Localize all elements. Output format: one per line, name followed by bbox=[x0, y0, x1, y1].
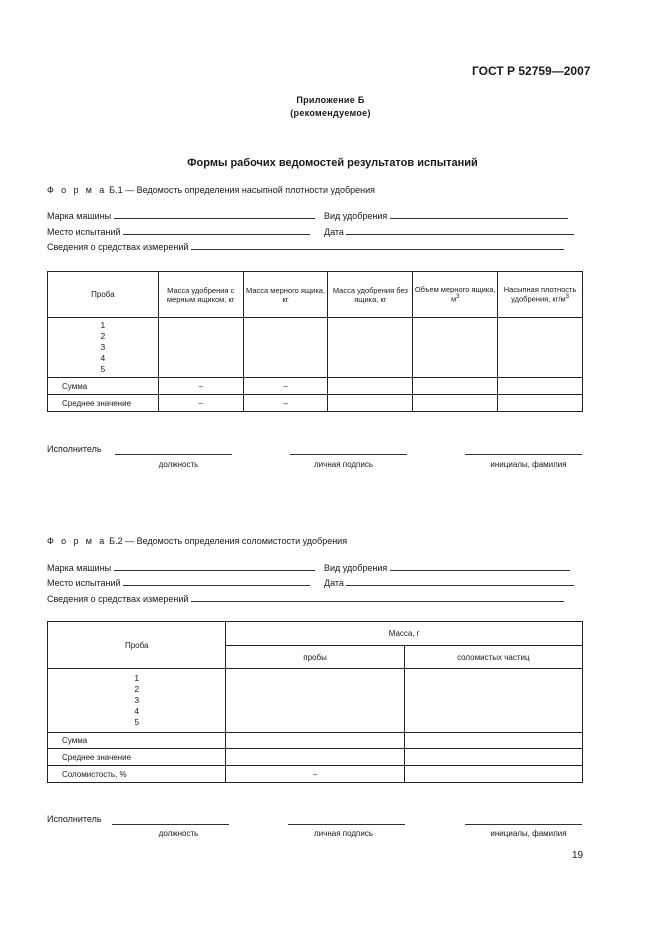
table-cell[interactable] bbox=[404, 766, 582, 783]
name-caption: инициалы, фамилия bbox=[490, 829, 567, 838]
row-number: 4 bbox=[134, 706, 140, 716]
form2-machine-field[interactable] bbox=[47, 561, 315, 573]
avg-label: Среднее значение bbox=[48, 749, 226, 766]
row-number: 4 bbox=[100, 353, 106, 363]
table-cell[interactable] bbox=[243, 318, 328, 378]
dash-cell: – bbox=[243, 395, 328, 412]
form2-instruments-field[interactable] bbox=[47, 592, 564, 604]
place-blank[interactable] bbox=[123, 225, 310, 235]
position-caption: должность bbox=[158, 829, 199, 838]
sum-label: Сумма bbox=[48, 378, 159, 395]
field-label: Место испытаний bbox=[47, 227, 121, 237]
row-number: 1 bbox=[100, 320, 106, 330]
dash-cell: – bbox=[243, 378, 328, 395]
form1-table bbox=[47, 271, 583, 412]
row-number: 2 bbox=[100, 331, 106, 341]
form1-fertilizer-field[interactable] bbox=[324, 209, 568, 221]
avg-label: Среднее значение bbox=[48, 395, 159, 412]
position-line[interactable] bbox=[115, 453, 232, 455]
form2-label: Ф о р м а bbox=[47, 536, 107, 546]
table-cell[interactable] bbox=[498, 395, 583, 412]
row-number: 3 bbox=[100, 342, 106, 352]
form1-label-rest: Б.1 — Ведомость определения насыпной плотности удобрения bbox=[109, 185, 376, 195]
header-sample: Проба bbox=[48, 272, 159, 318]
sum-label: Сумма bbox=[48, 733, 226, 749]
header-mass: Масса, г bbox=[226, 622, 583, 646]
field-label: Марка машины bbox=[47, 563, 112, 573]
table-cell[interactable] bbox=[158, 318, 243, 378]
form2-place-field[interactable] bbox=[47, 576, 310, 588]
field-label: Сведения о средствах измерений bbox=[47, 594, 189, 604]
dash-cell: – bbox=[158, 395, 243, 412]
name-line[interactable] bbox=[465, 823, 582, 825]
form2-date-field[interactable] bbox=[324, 576, 574, 588]
appendix-title: Приложение Б bbox=[296, 95, 365, 105]
signature-line[interactable] bbox=[290, 453, 407, 455]
table-cell[interactable] bbox=[404, 749, 582, 766]
form2-label-rest: Б.2 — Ведомость определения соломистости удобрения bbox=[109, 536, 348, 546]
position-caption: должность bbox=[158, 460, 199, 469]
dash-cell: – bbox=[158, 378, 243, 395]
form1-date-field[interactable] bbox=[324, 225, 574, 237]
fertilizer-blank[interactable] bbox=[390, 561, 570, 571]
field-label: Дата bbox=[324, 227, 344, 237]
field-label: Дата bbox=[324, 578, 344, 588]
form1-instruments-field[interactable] bbox=[47, 240, 564, 252]
table-cell[interactable] bbox=[226, 669, 404, 733]
row-number: 3 bbox=[134, 695, 140, 705]
table-cell[interactable] bbox=[498, 318, 583, 378]
straw-label: Соломистость, % bbox=[48, 766, 226, 783]
name-caption: инициалы, фамилия bbox=[490, 460, 567, 469]
field-label: Сведения о средствах измерений bbox=[47, 242, 189, 252]
field-label: Марка машины bbox=[47, 211, 112, 221]
row-number: 2 bbox=[134, 684, 140, 694]
name-line[interactable] bbox=[465, 453, 582, 455]
document-code: ГОСТ Р 52759—2007 bbox=[472, 64, 591, 78]
table-cell[interactable] bbox=[404, 669, 582, 733]
form2-table bbox=[47, 621, 583, 783]
form1-heading bbox=[47, 185, 375, 195]
header-bulk-density: Насыпная плотность удобрения, $кг/м^3$ bbox=[498, 272, 583, 318]
table-cell[interactable] bbox=[413, 395, 498, 412]
table-cell[interactable] bbox=[328, 378, 413, 395]
form1-executor-label: Исполнитель bbox=[47, 444, 102, 454]
header-mass-no-box: Масса удобрения без ящика, кг bbox=[328, 272, 413, 318]
sample-numbers bbox=[48, 318, 159, 378]
signature-caption: личная подпись bbox=[314, 829, 373, 838]
page-title: Формы рабочих ведомостей результатов испытаний bbox=[187, 157, 478, 169]
dash-cell: – bbox=[226, 766, 404, 783]
row-number: 1 bbox=[134, 673, 140, 683]
place-blank[interactable] bbox=[123, 576, 310, 586]
header-mass-with-box: Масса удобрения с мерным ящиком, кг bbox=[158, 272, 243, 318]
form2-heading bbox=[47, 536, 347, 546]
table-cell[interactable] bbox=[404, 733, 582, 749]
field-label: Вид удобрения bbox=[324, 563, 388, 573]
form1-label: Ф о р м а bbox=[47, 185, 107, 195]
appendix-type: (рекомендуемое) bbox=[290, 108, 371, 118]
field-label: Вид удобрения bbox=[324, 211, 388, 221]
row-number: 5 bbox=[134, 717, 140, 727]
header-box-volume: Объем мерного ящика, $м^3$ bbox=[413, 272, 498, 318]
instruments-blank[interactable] bbox=[191, 240, 564, 250]
form2-fertilizer-field[interactable] bbox=[324, 561, 570, 573]
table-cell[interactable] bbox=[226, 749, 404, 766]
signature-caption: личная подпись bbox=[314, 460, 373, 469]
form1-place-field[interactable] bbox=[47, 225, 310, 237]
signature-line[interactable] bbox=[288, 823, 405, 825]
table-cell[interactable] bbox=[328, 318, 413, 378]
date-blank[interactable] bbox=[346, 576, 574, 586]
fertilizer-blank[interactable] bbox=[390, 209, 568, 219]
table-cell[interactable] bbox=[413, 318, 498, 378]
machine-blank[interactable] bbox=[114, 209, 315, 219]
header-sample: Проба bbox=[48, 622, 226, 669]
machine-blank[interactable] bbox=[114, 561, 315, 571]
sample-numbers bbox=[48, 669, 226, 733]
table-cell[interactable] bbox=[498, 378, 583, 395]
position-line[interactable] bbox=[112, 823, 229, 825]
field-label: Место испытаний bbox=[47, 578, 121, 588]
instruments-blank[interactable] bbox=[191, 592, 564, 602]
table-cell[interactable] bbox=[328, 395, 413, 412]
form1-machine-field[interactable] bbox=[47, 209, 315, 221]
header-box-mass: Масса мерного ящика, кг bbox=[243, 272, 328, 318]
date-blank[interactable] bbox=[346, 225, 574, 235]
table-cell[interactable] bbox=[226, 733, 404, 749]
table-cell[interactable] bbox=[413, 378, 498, 395]
header-samples: пробы bbox=[226, 646, 404, 669]
row-number: 5 bbox=[100, 364, 106, 374]
form2-executor-label: Исполнитель bbox=[47, 814, 102, 824]
page-number: 19 bbox=[572, 850, 584, 861]
header-straw: соломистых частиц bbox=[404, 646, 582, 669]
